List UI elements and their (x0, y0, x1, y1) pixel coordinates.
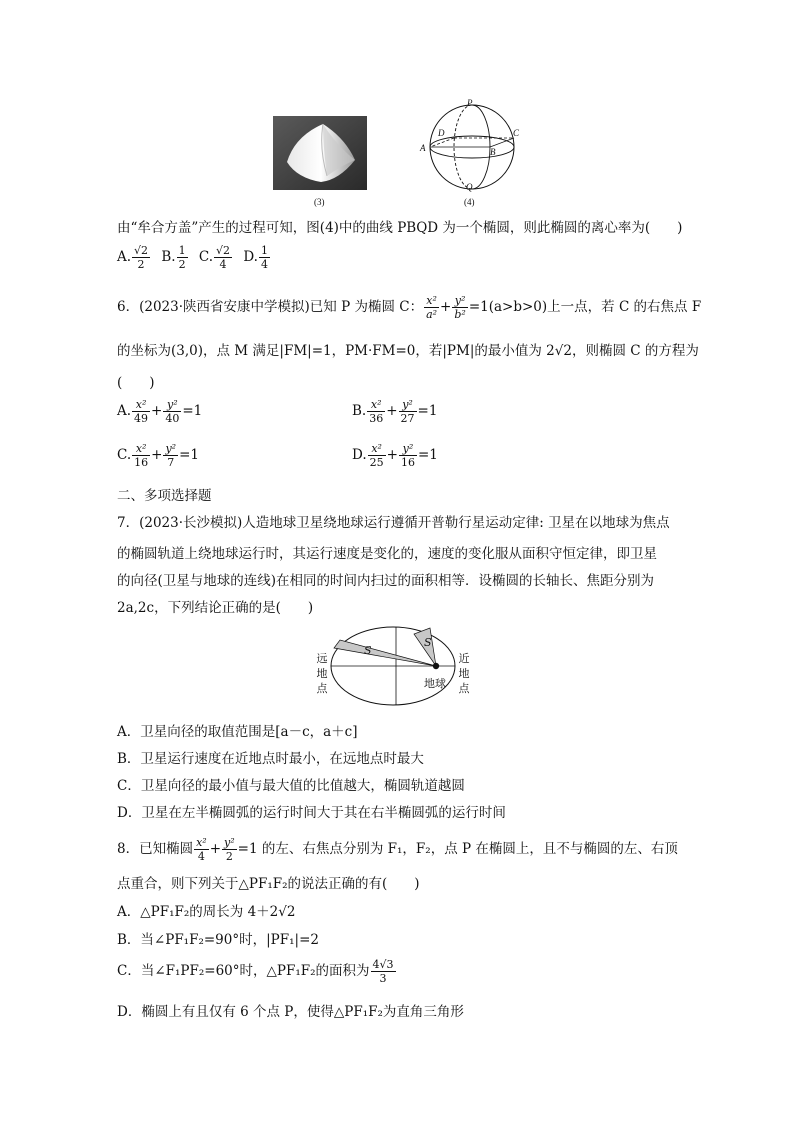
q7-option-a: A．卫星向径的取值范围是[a－c，a＋c] (117, 724, 358, 740)
q8-line2: 点重合，则下列关于△PF₁F₂的说法正确的有( ) (117, 876, 420, 892)
orbit-svg (330, 624, 460, 708)
q7-option-c: C．卫星向径的最小值与最大值的比值越大，椭圆轨道越圆 (117, 778, 465, 794)
figure-4 (420, 96, 530, 196)
figure-3-image (273, 116, 367, 190)
q5-options (117, 244, 271, 271)
label-c: C (513, 128, 520, 138)
q5-option-a: A. $\frac{√2}{2}$ (117, 244, 149, 271)
q8-option-b: B．当∠PF₁F₂=90°时，|PF₁|=2 (117, 932, 319, 948)
label-p: P (467, 98, 473, 108)
far-point-label: 远 地 点 (316, 652, 328, 695)
q6-number: 6． (117, 299, 140, 315)
q6-option-a: A. $\frac{\text{x²}}{49}$ + $\frac{\text{y²}}{40}$ =1 (117, 398, 203, 425)
figure-4-diagram (420, 96, 530, 196)
q8-option-d: D．椭圆上有且仅有 6 个点 P，使得△PF₁F₂为直角三角形 (117, 1004, 464, 1020)
section-heading: 二、多项选择题 (117, 488, 212, 504)
q6-text-b: =1(a>b>0)上一点，若 C 的右焦点 F (468, 299, 702, 315)
q6-source: (2023·陕西省安康中学模拟) (139, 299, 310, 315)
q6-option-d: D. $\frac{\text{x²}}{25}$ + $\frac{\text{y²}}{16}$ =1 (352, 442, 438, 469)
q8-option-c: C．当∠F₁PF₂=60°时，△PF₁F₂的面积为 $\frac{4√3}{3}$ (117, 958, 394, 985)
label-q: Q (466, 182, 473, 192)
near-point-label: 近 地 点 (458, 652, 470, 695)
figure-3-caption: (3) (314, 197, 325, 207)
q8-option-a: A．△PF₁F₂的周长为 4＋2√2 (117, 904, 296, 920)
q5-option-d: D. $\frac{1}{4}$ (243, 244, 268, 271)
label-d: D (438, 128, 445, 138)
earth-label: 地球 (424, 677, 446, 690)
figure-3 (273, 116, 367, 190)
q8-line1: 8．已知椭圆 $\frac{\text{x²}}{4}$ + $\frac{\text{y²}}{2}$ =1 的左、右焦点分别为 F₁，F₂，点 P 在椭圆上，且不与椭圆的左、右顶 (117, 836, 678, 863)
q5-option-b: B. $\frac{1}{2}$ (161, 244, 186, 271)
q7-option-b: B．卫星运行速度在近地点时最小，在远地点时最大 (117, 751, 424, 767)
orbit-diagram (330, 624, 460, 708)
q7-option-d: D．卫星在左半椭圆弧的运行时间大于其在右半椭圆弧的运行时间 (117, 805, 506, 821)
q7-line3: 的向径(卫星与地球的连线)在相同的时间内扫过的面积相等．设椭圆的长轴长、焦距分别为 (117, 573, 655, 589)
q6-line2: 的坐标为(3,0)，点 M 满足|FM|=1，PM·FM=0，若|PM|的最小值为 2√2，则椭圆 C 的方程为 (117, 343, 699, 359)
q5-option-c: C. $\frac{√2}{4}$ (198, 244, 231, 271)
q7-line4: 2a,2c，下列结论正确的是( ) (117, 600, 314, 616)
area-label-2: S (424, 636, 432, 649)
q6-line1: 6．(2023·陕西省安康中学模拟)已知 P 为椭圆 C： $\frac{\text{x²}}{\text{a²}}$ + $\frac{\text{y²}}{\text{b²}}$ =1(a>b>0)上一点，若 C 的右焦点 F (117, 294, 702, 321)
q6-text-a: 已知 P 为椭圆 C： (309, 299, 424, 315)
figure-4-caption: (4) (464, 197, 475, 207)
q7-line1: 7．(2023·长沙模拟)人造地球卫星绕地球运行遵循开普勒行星运动定律: 卫星在以地球为焦点 (117, 515, 670, 531)
q6-option-c: C. $\frac{\text{x²}}{16}$ + $\frac{\text{y²}}{7}$ =1 (117, 442, 199, 469)
q6-option-b: B. $\frac{\text{x²}}{36}$ + $\frac{\text{y²}}{27}$ =1 (352, 398, 438, 425)
q5-stem: 由“牟合方盖”产生的过程可知，图(4)中的曲线 PBQD 为一个椭圆，则此椭圆的离心率为( ) (117, 220, 683, 236)
label-a: A (420, 143, 426, 153)
area-label-1: S (364, 644, 372, 657)
q6-paren: ( ) (117, 375, 155, 391)
q7-line2: 的椭圆轨道上绕地球运行时，其运行速度是变化的，速度的变化服从面积守恒定律，即卫星 (117, 546, 657, 562)
label-b: B (490, 147, 496, 157)
